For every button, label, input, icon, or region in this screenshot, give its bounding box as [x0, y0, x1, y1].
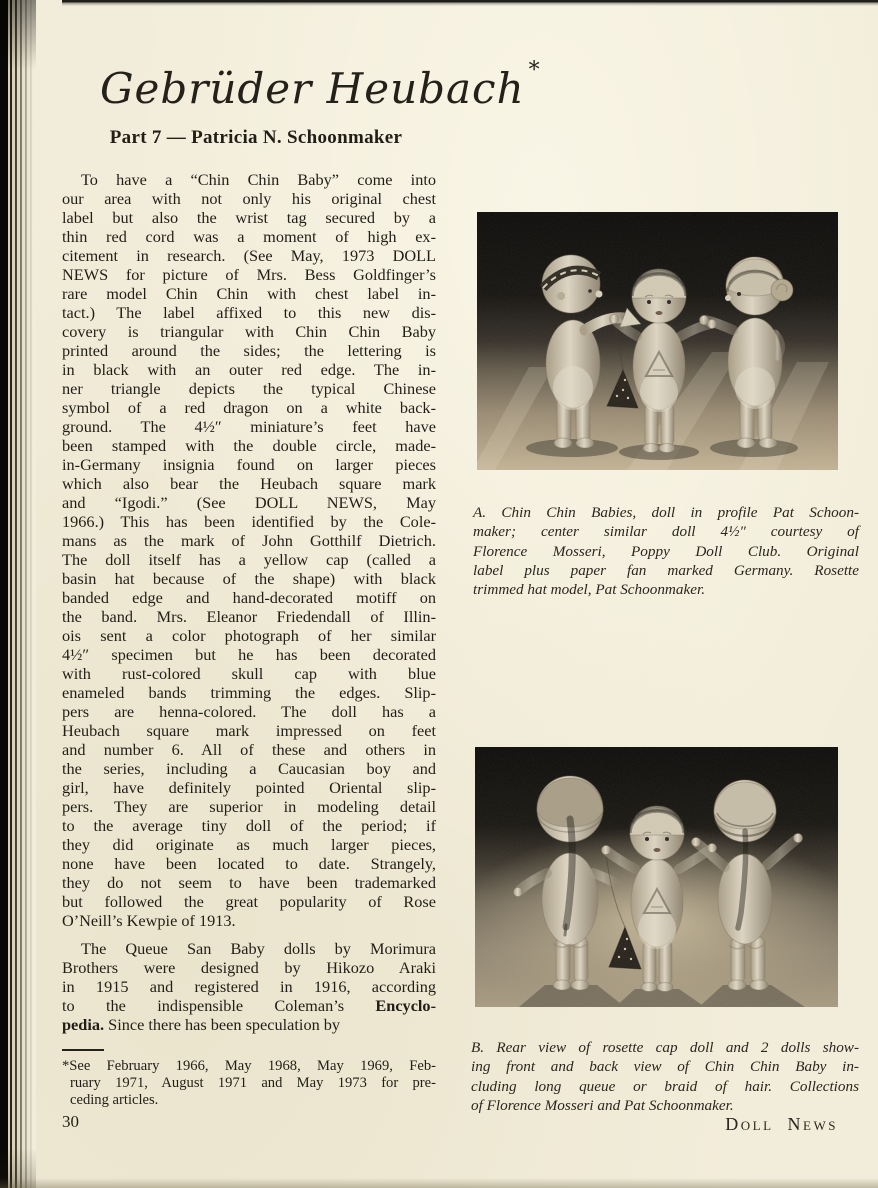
- text-line: they do not seem to have been trademarked: [62, 873, 436, 892]
- book-binding-edge: [0, 0, 36, 1188]
- text-line: which also bear the Heubach square mark: [62, 474, 436, 493]
- text-line: ceding articles.: [70, 1092, 159, 1109]
- text-line: trimmed hat model, Pat Schoonmaker.: [473, 581, 705, 599]
- text-line: Brothers were designed by Hikozo Araki: [62, 958, 436, 977]
- figure-caption-a: [473, 503, 859, 599]
- text-line: the series, including a Caucasian boy and: [62, 759, 436, 778]
- journal-name: Doll News: [725, 1114, 838, 1134]
- scan-top-edge: [62, 0, 878, 6]
- text-line: NEWS for picture of Mrs. Bess Goldfinger’s: [62, 265, 436, 284]
- text-line: label plus paper fan marked Germany. Rosette: [473, 561, 859, 579]
- text-line: citement in research. (See May, 1973 DOLL: [62, 246, 436, 265]
- paragraph-1: [62, 170, 436, 930]
- text-line: the band. Mrs. Eleanor Friedendall of Illin-: [62, 607, 436, 626]
- text-line: O’Neill’s Kewpie of 1913.: [62, 911, 236, 930]
- text-line: tact.) The label affixed to this new dis-: [62, 303, 436, 322]
- text-line: ground. The 4½″ miniature’s feet have: [62, 417, 436, 436]
- text-line: B. Rear view of rosette cap doll and 2 dolls show-: [471, 1039, 859, 1056]
- text-line: ner triangle depicts the typical Chinese: [62, 379, 436, 398]
- text-line: enameled bands trimming the edges. Slip-: [62, 683, 436, 702]
- text-line: The doll itself has a yellow cap (called a: [62, 550, 436, 569]
- text-line: to the average tiny doll of the period; if: [62, 816, 436, 835]
- text-line: with rust-colored skull cap with blue: [62, 664, 436, 683]
- text-line: A. Chin Chin Babies, doll in profile Pat Schoon-: [473, 504, 859, 521]
- text-line: they did originate as much larger pieces,: [62, 835, 436, 854]
- article-body: [62, 170, 436, 1110]
- footnote: [62, 1058, 436, 1110]
- photo-grain: [475, 747, 838, 1007]
- text-line: none have been located to date. Strangely,: [62, 854, 436, 873]
- text-line: to the indispensible Coleman’s Encyclo-: [62, 996, 436, 1015]
- text-line: 4½″ specimen but he has been decorated: [62, 645, 436, 664]
- text-line: The Queue San Baby dolls by Morimura: [81, 939, 436, 958]
- text-line: To have a “Chin Chin Baby” come into: [81, 170, 436, 189]
- text-line: basin hat because of the shape) with black: [62, 569, 436, 588]
- photo-grain: [477, 212, 838, 470]
- photo-a-image: [477, 212, 838, 470]
- text-line: label but also the wrist tag secured by a: [62, 208, 436, 227]
- text-line: symbol of a red dragon on a white back-: [62, 398, 436, 417]
- article-byline: Part 7 — Patricia N. Schoonmaker: [109, 127, 403, 148]
- paragraph-2: [62, 939, 436, 1034]
- article-title: [100, 58, 541, 113]
- text-line: printed around the sides; the lettering is: [62, 341, 436, 360]
- footnote-rule: [62, 1049, 104, 1051]
- photo-a: [477, 212, 838, 470]
- figure-caption-b: [471, 1038, 859, 1115]
- text-line: maker; center similar doll 4½″ courtesy of: [473, 523, 859, 541]
- footnote-asterisk: *: [528, 58, 541, 83]
- text-line: ruary 1971, August 1971 and May 1973 for pre-: [70, 1075, 436, 1092]
- text-line: ing front and back view of Chin Chin Baby in-: [471, 1058, 859, 1076]
- text-line: 1966.) This has been identified by the Cole-: [62, 512, 436, 531]
- text-line: banded edge and hand-decorated motiff on: [62, 588, 436, 607]
- text-line: *See February 1966, May 1968, May 1969, Feb-: [62, 1058, 436, 1074]
- text-line: in-Germany insignia found on larger pieces: [62, 455, 436, 474]
- text-line: of Florence Mosseri and Pat Schoonmaker.: [471, 1096, 734, 1114]
- text-line: Heubach square mark impressed on feet: [62, 721, 436, 740]
- photo-b: [475, 747, 838, 1007]
- text-line: pedia. Since there has been speculation by: [62, 1015, 341, 1034]
- text-line: our area with not only his original chest: [62, 189, 436, 208]
- article-title-text: Gebrüder Heubach: [100, 64, 525, 113]
- text-line: in black with an outer red edge. The in-: [62, 360, 436, 379]
- text-line: covery is triangular with Chin Chin Baby: [62, 322, 436, 341]
- text-line: mans as the mark of John Gotthilf Dietrich.: [62, 531, 436, 550]
- text-line: but followed the great popularity of Rose: [62, 892, 436, 911]
- text-line: thin red cord was a moment of high ex-: [62, 227, 436, 246]
- text-line: girl, have definitely pointed Oriental slip-: [62, 778, 436, 797]
- text-line: pers are henna-colored. The doll has a: [62, 702, 436, 721]
- text-line: ois sent a color photograph of her similar: [62, 626, 436, 645]
- text-line: been stamped with the double circle, made-: [62, 436, 436, 455]
- text-line: cluding long queue or braid of hair. Collections: [471, 1077, 859, 1095]
- text-line: rare model Chin Chin with chest label in-: [62, 284, 436, 303]
- text-line: pers. They are superior in modeling detail: [62, 797, 436, 816]
- text-line: and “Igodi.” (See DOLL NEWS, May: [62, 493, 436, 512]
- text-line: in 1915 and registered in 1916, according: [62, 977, 436, 996]
- text-line: Florence Mosseri, Poppy Doll Club. Original: [473, 542, 859, 560]
- photo-b-image: [475, 747, 838, 1007]
- scan-bottom-edge: [0, 1178, 878, 1188]
- page-number: 30: [62, 1112, 79, 1131]
- text-line: and number 6. All of these and others in: [62, 740, 436, 759]
